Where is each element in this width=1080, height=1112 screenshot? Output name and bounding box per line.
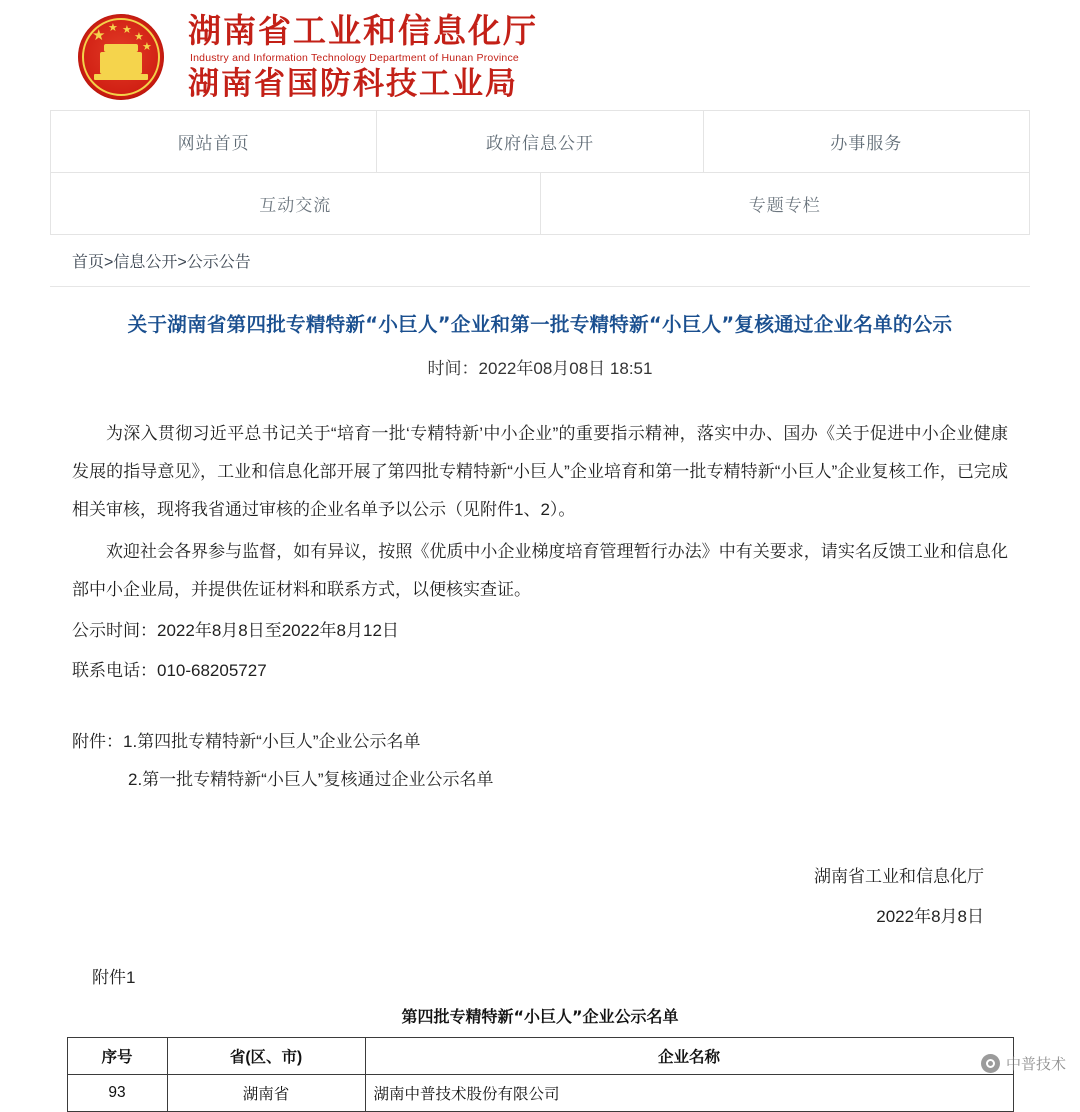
circle-logo-icon (981, 1054, 1000, 1073)
attachment-list (72, 723, 1008, 799)
nav-row-primary (51, 111, 1029, 173)
nav-item-interaction[interactable]: 互动交流 (51, 173, 541, 234)
main-navigation (50, 110, 1030, 235)
body-paragraph-2: 欢迎社会各界参与监督，如有异议，按照《优质中小企业梯度培育管理暂行办法》中有关要求，请实名反馈工业和信息化部中小企业局，并提供佐证材料和联系方式，以便核实查证。 (72, 542, 1008, 600)
attachment-section-label: 附件1 (92, 968, 136, 988)
attachment-table-title: 第四批专精特新“小巨人”企业公示名单 (401, 1007, 679, 1027)
nav-row-secondary (51, 173, 1029, 235)
nav-item-services[interactable]: 办事服务 (830, 134, 903, 153)
publish-time: 时间：2022年08月08日 18:51 (427, 359, 653, 379)
table-header-row (67, 1038, 1013, 1075)
site-subtitle-cn: 湖南省国防科技工业局 (188, 65, 518, 102)
nav-item-topics[interactable]: 专题专栏 (748, 196, 821, 215)
page-title: 关于湖南省第四批专精特新“小巨人”企业和第一批专精特新“小巨人”复核通过企业名单的公示 (127, 313, 953, 336)
site-title-block (188, 12, 538, 103)
signature-organization: 湖南省工业和信息化厅 (814, 867, 984, 887)
attachment-list-label: 附件： (72, 732, 123, 752)
column-header-company: 企业名称 (365, 1038, 1013, 1075)
nav-item-government-info[interactable]: 政府信息公开 (377, 111, 703, 172)
site-title-cn: 湖南省工业和信息化厅 (188, 10, 538, 50)
attachment-link-2[interactable]: 2.第一批专精特新“小巨人”复核通过企业公示名单 (128, 770, 494, 790)
watermark (981, 1053, 1066, 1074)
signature-block (0, 857, 984, 937)
national-emblem-icon: ★ ★ ★ ★ ★ (78, 14, 164, 100)
column-header-province: 省(区、市) (167, 1038, 365, 1075)
nav-item-home[interactable]: 网站首页 (51, 111, 377, 172)
column-header-index: 序号 (67, 1038, 167, 1075)
contact-phone: 联系电话：010-68205727 (72, 661, 267, 681)
notice-period: 公示时间：2022年8月8日至2022年8月12日 (72, 621, 399, 641)
attachment-list-label-row (72, 723, 1008, 761)
cell-company: 湖南中普技术股份有限公司 (365, 1075, 1013, 1112)
breadcrumb[interactable]: 首页>信息公开>公示公告 (50, 235, 1030, 287)
site-header (0, 0, 1080, 110)
signature-date: 2022年8月8日 (876, 907, 984, 927)
watermark-text: 中普技术 (1005, 1056, 1066, 1073)
cell-province: 湖南省 (167, 1075, 365, 1112)
attachment-link-1[interactable]: 1.第四批专精特新“小巨人”企业公示名单 (123, 732, 421, 752)
body-paragraph-1: 为深入贯彻习近平总书记关于“培育一批‘专精特新’中小企业”的重要指示精神，落实中办、国办《关于促进中小企业健康发展的指导意见》，工业和信息化部开展了第四批专精特新“小巨人”企业培育和第一批专精特新“小巨人”企业复核工作，已完成相关审核，现将我省通过审核的企业名单予以公示（见附件1、2）。 (72, 424, 1008, 520)
document-body (72, 415, 1008, 689)
company-listing-table (67, 1037, 1014, 1112)
cell-index: 93 (67, 1075, 167, 1112)
site-title-en: Industry and Information Technology Department of Hunan Province (190, 51, 519, 64)
table-row (67, 1075, 1013, 1112)
